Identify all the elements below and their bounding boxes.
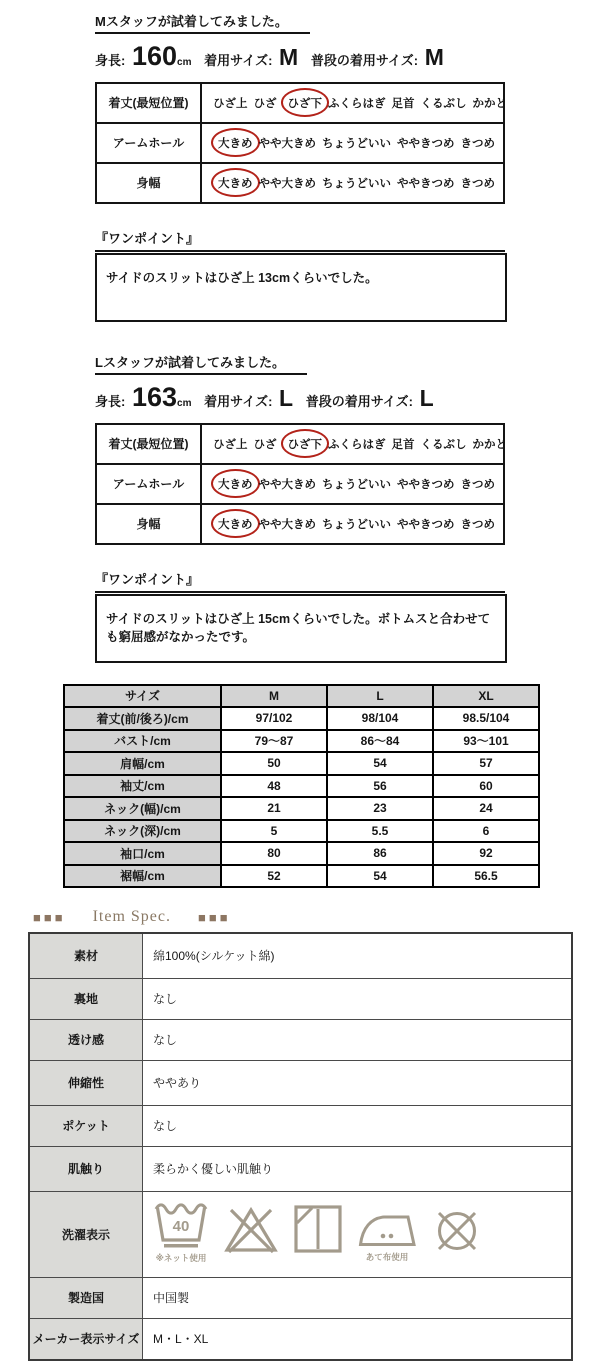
brown-squares-right-icon: ■■■ xyxy=(197,909,231,925)
fit-table-row xyxy=(96,424,504,464)
fit-table-row xyxy=(96,123,504,163)
size-row-label: ネック(幅)/cm xyxy=(64,797,221,820)
size-row-label: 裾幅/cm xyxy=(64,865,221,888)
size-table-header-cell: サイズ xyxy=(64,685,221,708)
spec-label: 肌触り xyxy=(29,1146,143,1191)
size-cell: 50 xyxy=(221,752,327,775)
height-unit: cm xyxy=(177,56,192,68)
size-cell: 98.5/104 xyxy=(433,707,539,730)
spec-value-laundry xyxy=(143,1191,573,1277)
fit-option: 足首 xyxy=(391,438,415,451)
spec-value: なし xyxy=(143,1105,573,1146)
spec-row xyxy=(29,978,572,1019)
spec-value: M・L・XL xyxy=(143,1318,573,1360)
size-table-row xyxy=(64,730,539,753)
size-cell: 5 xyxy=(221,820,327,843)
fit-option-selected: ひざ下 xyxy=(281,88,330,117)
size-cell: 56 xyxy=(327,775,433,798)
fit-option: ちょうどいい xyxy=(322,137,391,150)
spec-label: ポケット xyxy=(29,1105,143,1146)
onepoint-title: 『ワンポイント』 xyxy=(95,231,505,252)
staff-fit-section xyxy=(95,0,505,322)
size-cell: 6 xyxy=(433,820,539,843)
item-spec-header xyxy=(33,908,600,926)
usual-size-label: 普段の着用サイズ: xyxy=(305,393,414,409)
laundry-icon-caption: あて布使用 xyxy=(365,1251,409,1262)
size-cell: 79～87 xyxy=(221,730,327,753)
size-table-header-cell: XL xyxy=(433,685,539,708)
size-cell: 52 xyxy=(221,865,327,888)
spec-row xyxy=(29,1060,572,1105)
do-not-bleach-icon xyxy=(222,1204,280,1254)
fit-stats-line xyxy=(95,40,505,71)
size-cell: 80 xyxy=(221,842,327,865)
fit-option: ちょうどいい xyxy=(322,518,391,531)
fit-option-selected: 大きめ xyxy=(211,128,260,157)
shade-hang-dry-icon xyxy=(293,1204,343,1254)
spec-row xyxy=(29,1146,572,1191)
size-row-label: 袖口/cm xyxy=(64,842,221,865)
fit-row-options xyxy=(201,504,504,544)
size-table-header-row xyxy=(64,685,539,708)
size-table-row xyxy=(64,865,539,888)
fit-option: ひざ xyxy=(253,97,277,110)
fit-option: きつめ xyxy=(460,137,495,150)
fit-option: ちょうどいい xyxy=(322,478,391,491)
wash-40-icon xyxy=(153,1200,209,1264)
fit-row-label: アームホール xyxy=(96,123,201,163)
spec-label: 裏地 xyxy=(29,978,143,1019)
spec-row xyxy=(29,933,572,978)
iron-medium-heat-icon xyxy=(356,1213,418,1263)
size-table-row xyxy=(64,842,539,865)
fit-option-selected: 大きめ xyxy=(211,509,260,538)
size-table-row xyxy=(64,797,539,820)
size-cell: 93～101 xyxy=(433,730,539,753)
fit-option: かかと xyxy=(472,97,507,110)
fit-option: ひざ上 xyxy=(213,438,248,451)
size-table-row xyxy=(64,752,539,775)
staff-heading: Mスタッフが試着してみました。 xyxy=(95,14,310,34)
onepoint-box xyxy=(95,594,507,663)
height-value: 163 xyxy=(131,381,178,412)
fit-option: ややきつめ xyxy=(397,137,455,150)
staff-heading: Lスタッフが試着してみました。 xyxy=(95,355,307,375)
fit-table-row xyxy=(96,504,504,544)
fit-stats-line xyxy=(95,381,505,412)
spec-label: 製造国 xyxy=(29,1277,143,1318)
spec-value: ややあり xyxy=(143,1060,573,1105)
onepoint-box xyxy=(95,253,507,322)
fit-option-selected: ひざ下 xyxy=(281,429,330,458)
size-cell: 54 xyxy=(327,752,433,775)
fit-option: ふくらはぎ xyxy=(328,438,386,451)
svg-text:40: 40 xyxy=(172,1217,190,1235)
wear-size-value: M xyxy=(279,43,299,70)
spec-label: メーカー表示サイズ xyxy=(29,1318,143,1360)
fit-row-options xyxy=(201,424,507,464)
laundry-icon-caption: ※ネット使用 xyxy=(155,1252,207,1263)
brown-squares-left-icon: ■■■ xyxy=(33,909,66,925)
fit-option: ちょうどいい xyxy=(322,177,391,190)
spec-value: 綿100%(シルケット綿) xyxy=(143,933,573,978)
spec-value: なし xyxy=(143,978,573,1019)
fit-option: きつめ xyxy=(460,478,495,491)
size-cell: 97/102 xyxy=(221,707,327,730)
fit-row-options xyxy=(201,83,507,123)
size-row-label: ネック(深)/cm xyxy=(64,820,221,843)
fit-option: 足首 xyxy=(391,97,415,110)
size-cell: 24 xyxy=(433,797,539,820)
size-row-label: 袖丈/cm xyxy=(64,775,221,798)
fit-option: ひざ上 xyxy=(213,97,248,110)
fit-option-selected: 大きめ xyxy=(211,469,260,498)
size-table-row xyxy=(64,820,539,843)
fit-option: ややきつめ xyxy=(397,177,455,190)
size-cell: 23 xyxy=(327,797,433,820)
fit-option: きつめ xyxy=(460,177,495,190)
size-cell: 92 xyxy=(433,842,539,865)
spec-row xyxy=(29,1277,572,1318)
fit-option: ふくらはぎ xyxy=(328,97,386,110)
onepoint-title: 『ワンポイント』 xyxy=(95,572,505,593)
fit-row-options xyxy=(201,163,504,203)
fit-evaluation-table xyxy=(95,82,505,204)
size-chart-table xyxy=(63,684,540,889)
fit-row-label: 身幅 xyxy=(96,163,201,203)
fit-option: きつめ xyxy=(460,518,495,531)
staff-fit-report-sections xyxy=(0,0,600,663)
usual-size-label: 普段の着用サイズ: xyxy=(310,52,419,68)
height-unit: cm xyxy=(177,397,192,409)
fit-row-options xyxy=(201,464,504,504)
size-cell: 54 xyxy=(327,865,433,888)
usual-size-value: M xyxy=(424,43,444,70)
fit-row-label: アームホール xyxy=(96,464,201,504)
size-table-row xyxy=(64,707,539,730)
spec-label: 洗濯表示 xyxy=(29,1191,143,1277)
size-cell: 48 xyxy=(221,775,327,798)
size-row-label: 着丈(前/後ろ)/cm xyxy=(64,707,221,730)
height-value: 160 xyxy=(131,40,178,71)
fit-option: やや大きめ xyxy=(258,518,316,531)
size-table-header-cell: M xyxy=(221,685,327,708)
fit-option: くるぶし xyxy=(420,438,467,451)
fit-option: ひざ xyxy=(253,438,277,451)
spec-value: 中国製 xyxy=(143,1277,573,1318)
fit-option: やや大きめ xyxy=(258,137,316,150)
spec-value: なし xyxy=(143,1019,573,1060)
spec-value: 柔らかく優しい肌触り xyxy=(143,1146,573,1191)
fit-row-label: 身幅 xyxy=(96,504,201,544)
height-label: 身長: xyxy=(95,393,126,409)
item-spec-table xyxy=(28,932,573,1361)
spec-label: 素材 xyxy=(29,933,143,978)
size-row-label: 肩幅/cm xyxy=(64,752,221,775)
onepoint-text: サイドのスリットはひざ上 13cmくらいでした。 xyxy=(106,270,378,285)
size-table-row xyxy=(64,775,539,798)
spec-row xyxy=(29,1105,572,1146)
staff-fit-section xyxy=(95,322,505,663)
fit-table-row xyxy=(96,464,504,504)
fit-option: くるぶし xyxy=(420,97,467,110)
wear-size-value: L xyxy=(279,384,294,411)
size-table-header-cell: L xyxy=(327,685,433,708)
fit-evaluation-table xyxy=(95,423,505,545)
fit-table-row xyxy=(96,83,504,123)
fit-option: かかと xyxy=(472,438,507,451)
spec-row xyxy=(29,1191,572,1277)
fit-row-options xyxy=(201,123,504,163)
fit-row-label: 着丈(最短位置) xyxy=(96,424,201,464)
fit-option: ややきつめ xyxy=(397,518,455,531)
wear-size-label: 着用サイズ: xyxy=(204,393,273,409)
size-cell: 21 xyxy=(221,797,327,820)
size-cell: 56.5 xyxy=(433,865,539,888)
spec-row xyxy=(29,1019,572,1060)
size-cell: 57 xyxy=(433,752,539,775)
usual-size-value: L xyxy=(419,384,434,411)
fit-option: ややきつめ xyxy=(397,478,455,491)
fit-table-row xyxy=(96,163,504,203)
size-cell: 5.5 xyxy=(327,820,433,843)
spec-label: 伸縮性 xyxy=(29,1060,143,1105)
size-cell: 98/104 xyxy=(327,707,433,730)
spec-label: 透け感 xyxy=(29,1019,143,1060)
size-row-label: バスト/cm xyxy=(64,730,221,753)
fit-row-label: 着丈(最短位置) xyxy=(96,83,201,123)
fit-option: やや大きめ xyxy=(258,478,316,491)
size-cell: 86～84 xyxy=(327,730,433,753)
height-label: 身長: xyxy=(95,52,126,68)
size-cell: 86 xyxy=(327,842,433,865)
spec-row xyxy=(29,1318,572,1360)
size-cell: 60 xyxy=(433,775,539,798)
onepoint-text: サイドのスリットはひざ上 15cmくらいでした。ボトムスと合わせても窮屈感がなかったです。 xyxy=(106,611,491,645)
do-not-dryclean-icon xyxy=(431,1205,483,1257)
item-spec-title: Item Spec. xyxy=(92,908,171,926)
wear-size-label: 着用サイズ: xyxy=(204,52,273,68)
fit-option-selected: 大きめ xyxy=(211,168,260,197)
fit-option: やや大きめ xyxy=(258,177,316,190)
